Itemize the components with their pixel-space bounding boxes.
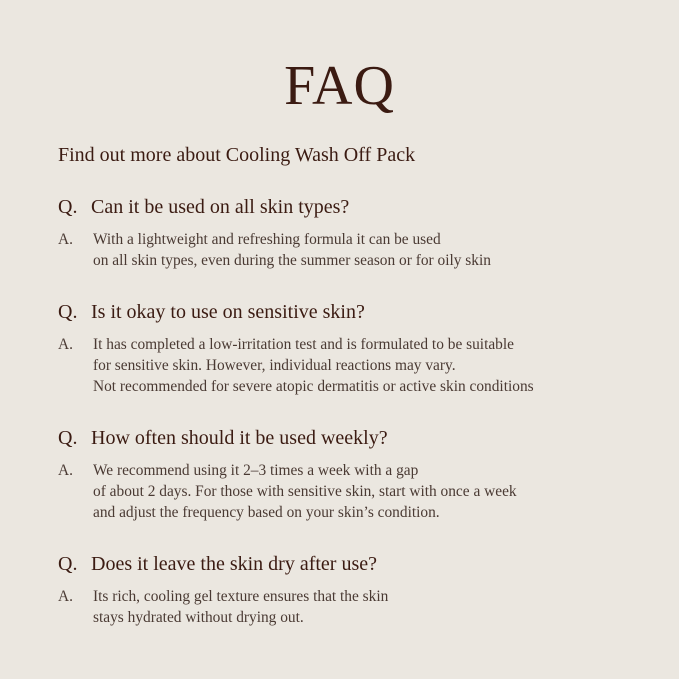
faq-answer <box>58 229 658 271</box>
faq-item <box>58 427 658 523</box>
faq-subtitle: Find out more about Cooling Wash Off Pack <box>58 144 416 166</box>
faq-answer <box>58 460 658 523</box>
answer-line: It has completed a low-irritation test and is formulated to be suitable <box>93 336 514 353</box>
question-marker: Q. <box>58 196 78 218</box>
faq-answer <box>58 334 658 397</box>
faq-item <box>58 301 658 397</box>
faq-item <box>58 553 658 628</box>
question-text: Is it okay to use on sensitive skin? <box>91 301 365 323</box>
answer-marker: A. <box>58 336 73 353</box>
answer-line: We recommend using it 2–3 times a week with a gap <box>93 462 419 479</box>
answer-line: and adjust the frequency based on your skin’s condition. <box>93 504 440 521</box>
question-text: How often should it be used weekly? <box>91 427 388 449</box>
answer-line: of about 2 days. For those with sensitive skin, start with once a week <box>93 483 517 500</box>
answer-line: Its rich, cooling gel texture ensures that the skin <box>93 588 389 605</box>
answer-marker: A. <box>58 231 73 248</box>
answer-line: Not recommended for severe atopic dermatitis or active skin conditions <box>93 378 534 395</box>
question-text: Can it be used on all skin types? <box>91 196 350 218</box>
faq-answer <box>58 586 658 628</box>
answer-line: on all skin types, even during the summer season or for oily skin <box>93 252 491 269</box>
question-marker: Q. <box>58 553 78 575</box>
faq-question <box>58 196 658 219</box>
faq-item <box>58 196 658 271</box>
answer-line: With a lightweight and refreshing formula it can be used <box>93 231 441 248</box>
question-marker: Q. <box>58 427 78 449</box>
faq-question <box>58 553 658 576</box>
answer-marker: A. <box>58 588 73 605</box>
answer-marker: A. <box>58 462 73 479</box>
faq-question <box>58 427 658 450</box>
answer-line: for sensitive skin. However, individual reactions may vary. <box>93 357 456 374</box>
question-text: Does it leave the skin dry after use? <box>91 553 378 575</box>
question-marker: Q. <box>58 301 78 323</box>
answer-line: stays hydrated without drying out. <box>93 609 304 626</box>
faq-question <box>58 301 658 324</box>
faq-title: FAQ <box>284 55 395 117</box>
